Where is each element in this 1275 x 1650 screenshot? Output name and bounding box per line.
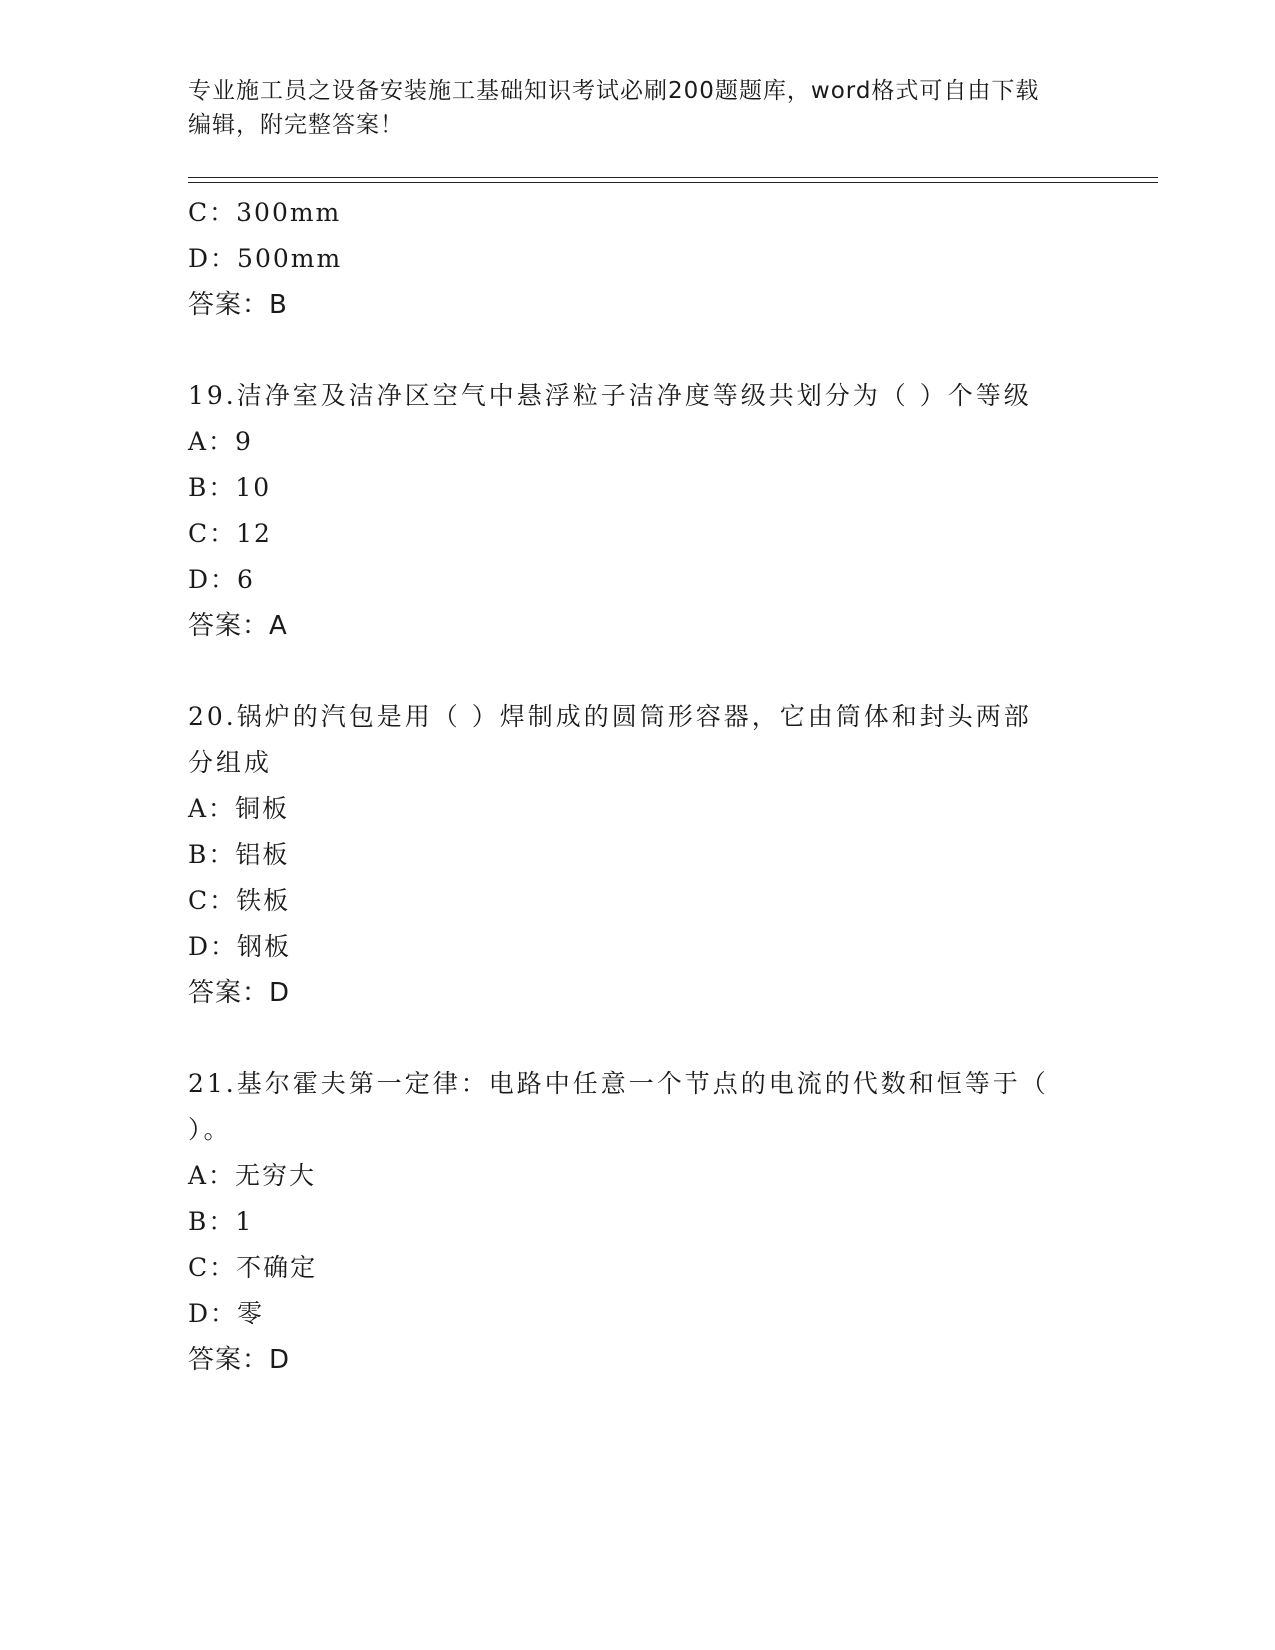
option-c: C：12	[188, 519, 272, 548]
header-line-1: 专业施工员之设备安装施工基础知识考试必刷200题题库，word格式可自由下载	[188, 78, 1040, 104]
header-divider-bottom	[188, 182, 1158, 183]
option-c: C：300mm	[188, 198, 342, 227]
option-a: A：无穷大	[188, 1161, 317, 1190]
answer-line: 答案：A	[188, 611, 288, 641]
answer-line: 答案：B	[188, 290, 288, 320]
option-c: C：不确定	[188, 1253, 318, 1282]
question-text: 19.洁净室及洁净区空气中悬浮粒子洁净度等级共划分为（ ）个等级	[188, 381, 1032, 410]
answer-line: 答案：D	[188, 978, 291, 1008]
option-d: D：零	[188, 1299, 265, 1328]
option-d: D：钢板	[188, 932, 292, 961]
answer-line: 答案：D	[188, 1345, 291, 1375]
question-list	[188, 190, 1088, 1383]
option-d: D：6	[188, 565, 255, 594]
header-line-2: 编辑，附完整答案！	[188, 112, 404, 138]
spacer	[188, 649, 1088, 694]
question-text-line-2: 分组成	[188, 748, 273, 777]
question-text-line-1: 20.锅炉的汽包是用（ ）焊制成的圆筒形容器，它由筒体和封头两部	[188, 702, 1032, 731]
option-b: B：铝板	[188, 840, 290, 869]
question-20	[188, 694, 1088, 1016]
question-21	[188, 1061, 1088, 1383]
spacer	[188, 1016, 1088, 1061]
header-divider-top	[188, 177, 1158, 178]
prev-question-block	[188, 190, 1088, 328]
option-b: B：1	[188, 1207, 254, 1236]
question-19	[188, 373, 1088, 649]
option-d: D：500mm	[188, 244, 343, 273]
question-text-line-2: ）。	[188, 1115, 232, 1144]
option-a: A：铜板	[188, 794, 290, 823]
option-a: A：9	[188, 427, 253, 456]
option-c: C：铁板	[188, 886, 291, 915]
question-text-line-1: 21.基尔霍夫第一定律：电路中任意一个节点的电流的代数和恒等于（	[188, 1069, 1049, 1098]
option-b: B：10	[188, 473, 272, 502]
spacer	[188, 328, 1088, 373]
document-header	[188, 74, 1088, 142]
